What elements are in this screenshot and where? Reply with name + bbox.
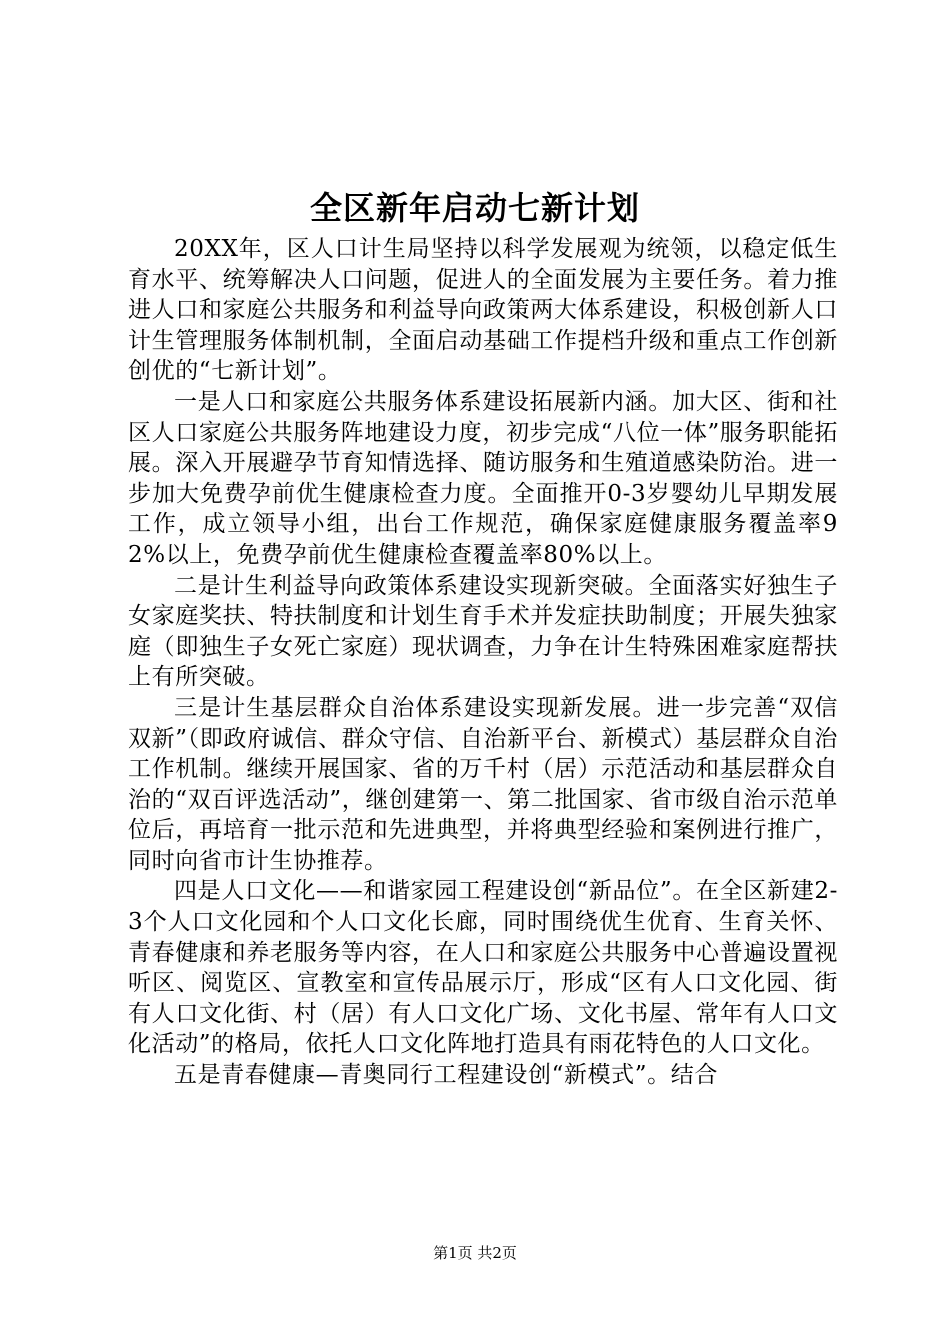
paragraph-one: 一是人口和家庭公共服务体系建设拓展新内涵。加大区、街和社区人口家庭公共服务阵地建设力度，初步完成“八位一体”服务职能拓展。深入开展避孕节育知情选择、随访服务和生殖道感染防治。进一步加大免费孕前优生健康检查力度。全面推开0-3岁婴幼儿早期发展工作，成立领导小组，出台工作规范，确保家庭健康服务覆盖率92%以上，免费孕前优生健康检查覆盖率80%以上。 [128, 388, 838, 568]
paragraph-five: 五是青春健康—青奥同行工程建设创“新模式”。结合 [174, 1062, 718, 1089]
page-footer: 第1页 共2页 [433, 1244, 517, 1262]
paragraph-two: 二是计生利益导向政策体系建设实现新突破。全面落实好独生子女家庭奖扶、特扶制度和计划生育手术并发症扶助制度；开展失独家庭（即独生子女死亡家庭）现状调查，力争在计生特殊困难家庭帮扶上有所突破。 [128, 572, 838, 691]
paragraph-intro: 20XX年，区人口计生局坚持以科学发展观为统领，以稳定低生育水平、统筹解决人口问题，促进人的全面发展为主要任务。着力推进人口和家庭公共服务和利益导向政策两大体系建设，积极创新人口计生管理服务体制机制，全面启动基础工作提档升级和重点工作创新创优的“七新计划”。 [128, 236, 838, 385]
document-title: 全区新年启动七新计划 [309, 189, 640, 227]
paragraph-four: 四是人口文化——和谐家园工程建设创“新品位”。在全区新建2-3个人口文化园和个人口文化长廊，同时围绕优生优育、生育关怀、青春健康和养老服务等内容，在人口和家庭公共服务中心普遍设置视听区、阅览区、宣教室和宣传品展示厅，形成“区有人口文化园、街有人口文化街、村（居）有人口文化广场、文化书屋、常年有人口文化活动”的格局，依托人口文化阵地打造具有雨花特色的人口文化。 [128, 878, 838, 1058]
paragraph-three: 三是计生基层群众自治体系建设实现新发展。进一步完善“双信双新”（即政府诚信、群众守信、自治新平台、新模式）基层群众自治工作机制。继续开展国家、省的万千村（居）示范活动和基层群众自治的“双百评选活动”，继创建第一、第二批国家、省市级自治示范单位后，再培育一批示范和先进典型，并将典型经验和案例进行推广，同时向省市计生协推荐。 [128, 694, 838, 874]
document-body [128, 234, 838, 1091]
